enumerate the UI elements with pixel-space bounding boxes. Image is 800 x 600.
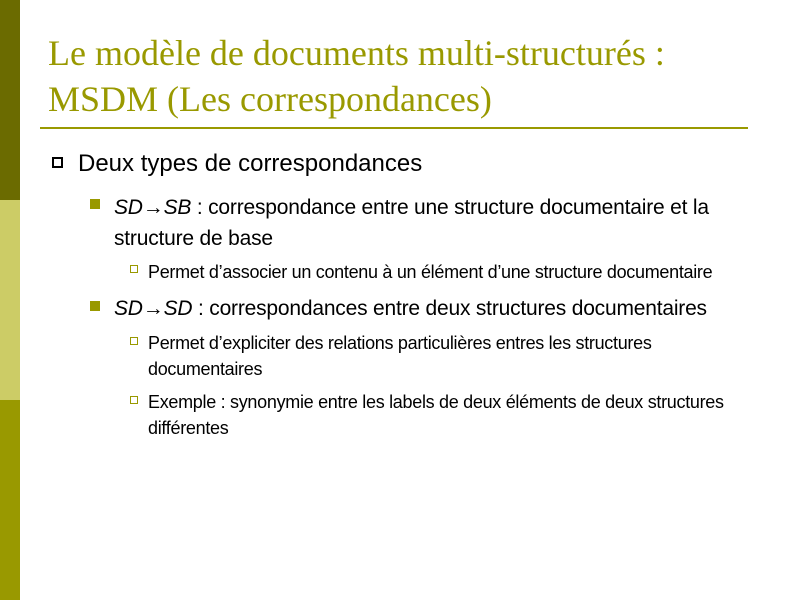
sd-sd-text: : correspondances entre deux structures documentaires: [192, 297, 707, 320]
sd-sd-sub-bullet-2: [148, 389, 778, 441]
bullet-level1: Deux types de correspondances: [78, 150, 423, 177]
sd-sd-sub1-line1: Permet d’expliciter des relations particulières entres les structures: [148, 333, 652, 353]
hollow-small-bullet-icon: [130, 265, 138, 273]
sd-sd-sub-bullet-1: [148, 330, 768, 382]
bullet-sd-sd: [114, 293, 707, 324]
sd-sb-sub-bullet: Permet d’associer un contenu à un élément d’une structure documentaire: [148, 262, 713, 282]
sd-sb-text-line2: structure de base: [114, 227, 273, 250]
hollow-square-bullet-icon: [52, 157, 63, 168]
sd-sb-to: SB: [163, 196, 192, 219]
filled-square-bullet-icon: [90, 199, 100, 209]
sd-sd-sub1-line2: documentaires: [148, 359, 263, 379]
sd-sb-from: SD: [114, 196, 143, 219]
sd-sd-sub2-line2: différentes: [148, 418, 229, 438]
hollow-small-bullet-icon: [130, 396, 138, 404]
sd-sd-from: SD: [114, 297, 143, 320]
arrow-right-icon: →: [142, 297, 164, 320]
hollow-small-bullet-icon: [130, 337, 138, 345]
sd-sd-to: SD: [163, 297, 193, 320]
slide-title-line1: Le modèle de documents multi-structurés :: [48, 33, 665, 73]
bullet-sd-sb: [114, 192, 764, 254]
sd-sb-text-line1: : correspondance entre une structure documentaire et la: [191, 196, 709, 219]
arrow-right-icon: →: [142, 196, 164, 219]
sd-sd-sub2-line1: Exemple : synonymie entre les labels de deux éléments de deux structures: [148, 392, 724, 412]
filled-square-bullet-icon: [90, 301, 100, 311]
bullet-sd-sb-line1: [114, 192, 764, 223]
slide-title-line2: MSDM (Les correspondances): [48, 79, 492, 119]
